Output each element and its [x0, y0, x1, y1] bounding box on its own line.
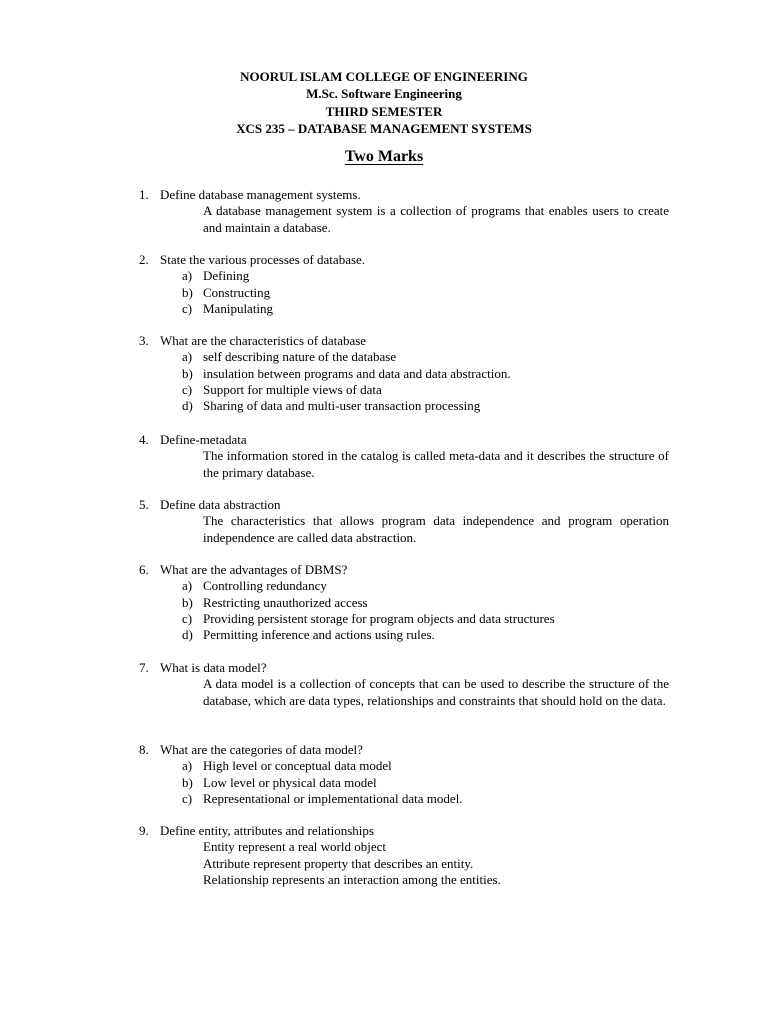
question-6: [0, 562, 768, 643]
item-text: Low level or physical data model: [203, 774, 377, 790]
item-text: Constructing: [203, 284, 271, 300]
item-text: Providing persistent storage for program objects and data structures: [203, 610, 555, 626]
college-name: NOORUL ISLAM COLLEGE OF ENGINEERING: [240, 69, 528, 84]
item-letter: c): [182, 300, 193, 316]
question-number: 8.: [139, 742, 149, 757]
question-4: [0, 432, 768, 481]
answer-text: A data model is a collection of concepts that can be used to describe the structure of the database, which are data types, relationships and constraints that should hold on the data.: [203, 676, 669, 708]
list-item: [0, 366, 768, 382]
item-text: Defining: [203, 268, 250, 284]
item-text: Permitting inference and actions using rules.: [203, 627, 435, 643]
question-text: Define-metadata: [160, 432, 247, 447]
item-letter: b): [182, 774, 193, 790]
answer-list: [0, 268, 768, 317]
list-item: [0, 791, 768, 807]
answer-text: A database management system is a collection of programs that enables users to create and maintain a database.: [203, 203, 669, 235]
question-number: 4.: [139, 432, 149, 447]
section-title: [0, 149, 768, 165]
question-text: What are the advantages of DBMS?: [160, 562, 348, 577]
list-item: [0, 775, 768, 791]
answer-line: Entity represent a real world object: [203, 839, 387, 855]
item-letter: d): [182, 398, 193, 414]
question-3: [0, 333, 768, 414]
item-text: insulation between programs and data and data abstraction.: [203, 365, 511, 381]
item-letter: a): [182, 578, 193, 594]
answer-list: [0, 758, 768, 807]
item-letter: c): [182, 610, 193, 626]
answer-text: The characteristics that allows program data independence and program operation independence are called data abstraction.: [203, 513, 669, 545]
program-name: M.Sc. Software Engineering: [306, 86, 462, 102]
question-8: [0, 742, 768, 807]
item-text: High level or conceptual data model: [203, 758, 392, 774]
question-7: [0, 660, 768, 709]
item-text: Controlling redundancy: [203, 578, 327, 594]
question-text: Define database management systems.: [160, 187, 361, 202]
item-letter: c): [182, 381, 193, 397]
answer-line: Attribute represent property that describes an entity.: [203, 855, 474, 871]
item-letter: b): [182, 594, 193, 610]
list-item: [0, 611, 768, 627]
question-text: What is data model?: [160, 660, 267, 675]
item-letter: c): [182, 790, 193, 806]
question-1: [0, 187, 768, 236]
question-text: What are the categories of data model?: [160, 742, 363, 757]
section-title-text: Two Marks: [344, 148, 424, 165]
question-number: 1.: [139, 187, 149, 202]
question-9: [0, 823, 768, 888]
answer-line: Relationship represents an interaction among the entities.: [203, 871, 501, 887]
question-5: [0, 497, 768, 546]
item-letter: a): [182, 349, 193, 365]
item-text: Sharing of data and multi-user transaction processing: [203, 398, 481, 414]
question-number: 5.: [139, 497, 149, 512]
item-letter: a): [182, 758, 193, 774]
list-item: [0, 268, 768, 284]
answer-list: [0, 578, 768, 643]
course-title: XCS 235 – DATABASE MANAGEMENT SYSTEMS: [236, 120, 532, 136]
list-item: [0, 627, 768, 643]
question-number: 2.: [139, 252, 149, 267]
question-number: 9.: [139, 823, 149, 838]
question-text: State the various processes of database.: [160, 252, 366, 267]
question-2: [0, 252, 768, 317]
list-item: [0, 398, 768, 414]
item-text: Restricting unauthorized access: [203, 594, 368, 610]
item-text: Representational or implementational data model.: [203, 790, 463, 806]
list-item: [0, 758, 768, 774]
list-item: [0, 301, 768, 317]
list-item: [0, 285, 768, 301]
semester-label: THIRD SEMESTER: [325, 103, 443, 119]
item-text: self describing nature of the database: [203, 349, 397, 365]
item-letter: d): [182, 627, 193, 643]
document-header: [0, 68, 768, 137]
question-number: 7.: [139, 660, 149, 675]
answer-list: [0, 349, 768, 414]
item-text: Manipulating: [203, 300, 274, 316]
list-item: [0, 595, 768, 611]
question-text: Define entity, attributes and relationships: [160, 823, 374, 838]
question-text: What are the characteristics of database: [160, 333, 367, 348]
question-number: 3.: [139, 333, 149, 348]
list-item: [0, 382, 768, 398]
item-text: Support for multiple views of data: [203, 381, 382, 397]
item-letter: b): [182, 365, 193, 381]
list-item: [0, 349, 768, 365]
item-letter: b): [182, 284, 193, 300]
item-letter: a): [182, 268, 193, 284]
answer-text: The information stored in the catalog is called meta-data and it describes the structure of the primary database.: [203, 448, 669, 480]
question-number: 6.: [139, 562, 149, 577]
list-item: [0, 578, 768, 594]
question-text: Define data abstraction: [160, 497, 281, 512]
